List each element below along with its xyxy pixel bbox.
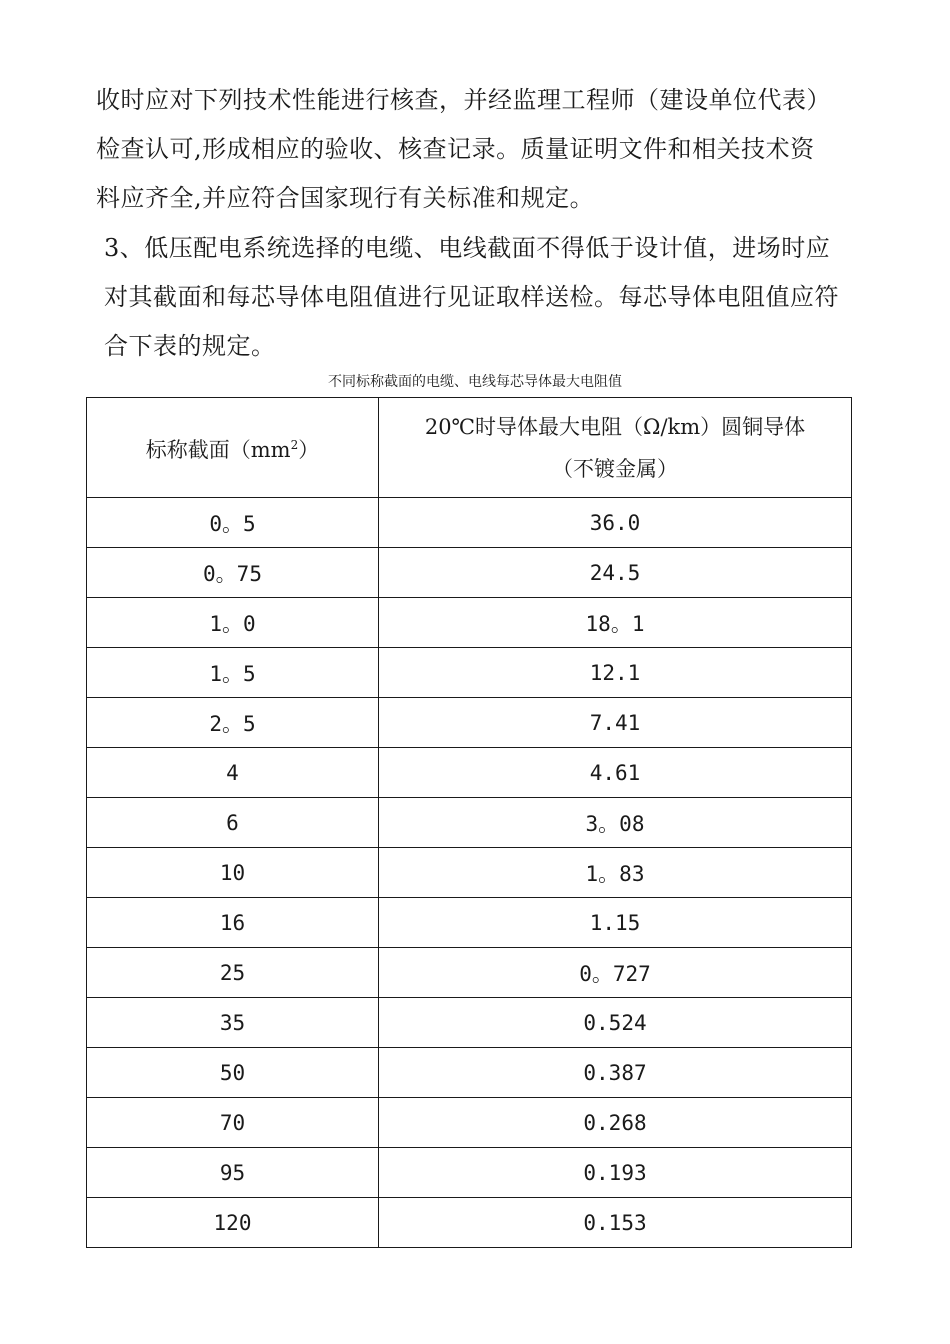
table-row [87, 948, 852, 998]
header-resistance-line1: 20℃时导体最大电阻（Ω/km）圆铜导体 [424, 414, 806, 439]
cell-nominal-section: 35 [87, 998, 379, 1048]
table-row [87, 498, 852, 548]
cell-nominal-section: 120 [87, 1198, 379, 1248]
cell-nominal-section: 70 [87, 1098, 379, 1148]
table-row [87, 1198, 852, 1248]
cell-max-resistance: 1。83 [379, 848, 852, 898]
table-row [87, 648, 852, 698]
cell-nominal-section: 2。5 [87, 698, 379, 748]
cell-nominal-section: 95 [87, 1148, 379, 1198]
paragraph-line: 收时应对下列技术性能进行核查，并经监理工程师（建设单位代表） [96, 86, 831, 114]
cell-max-resistance: 0.387 [379, 1048, 852, 1098]
header-section-superscript: 2 [290, 438, 299, 452]
table-row [87, 898, 852, 948]
table-row [87, 1148, 852, 1198]
header-nominal-section [87, 398, 379, 498]
cell-max-resistance: 12.1 [379, 648, 852, 698]
cell-max-resistance: 1.15 [379, 898, 852, 948]
cell-nominal-section: 50 [87, 1048, 379, 1098]
cell-nominal-section: 10 [87, 848, 379, 898]
cell-max-resistance: 7.41 [379, 698, 852, 748]
cell-max-resistance: 3。08 [379, 798, 852, 848]
table-body [87, 498, 852, 1248]
header-section-suffix: ） [298, 438, 320, 462]
cell-nominal-section: 25 [87, 948, 379, 998]
table-row [87, 848, 852, 898]
cell-max-resistance: 0。727 [379, 948, 852, 998]
paragraph-line: 合下表的规定。 [104, 332, 276, 360]
table-row [87, 748, 852, 798]
header-max-resistance [379, 398, 852, 498]
cell-nominal-section: 16 [87, 898, 379, 948]
cell-nominal-section: 1。5 [87, 648, 379, 698]
cell-max-resistance: 18。1 [379, 598, 852, 648]
cell-nominal-section: 1。0 [87, 598, 379, 648]
table-row [87, 598, 852, 648]
paragraph-line: 料应齐全,并应符合国家现行有关标准和规定。 [96, 184, 595, 212]
cell-max-resistance: 4.61 [379, 748, 852, 798]
cell-max-resistance: 24.5 [379, 548, 852, 598]
header-section-prefix: 标称截面（mm [145, 438, 291, 462]
table-row [87, 798, 852, 848]
table-row [87, 698, 852, 748]
paragraph-line: 3、低压配电系统选择的电缆、电线截面不得低于设计值，进场时应 [104, 234, 831, 262]
table-caption: 不同标称截面的电缆、电线每芯导体最大电阻值 [328, 374, 622, 390]
cell-max-resistance: 0.153 [379, 1198, 852, 1248]
cell-max-resistance: 0.193 [379, 1148, 852, 1198]
cell-nominal-section: 4 [87, 748, 379, 798]
paragraph-cable-section [104, 224, 884, 371]
resistance-table [86, 397, 852, 1248]
paragraph-inspection [96, 76, 876, 223]
cell-nominal-section: 6 [87, 798, 379, 848]
paragraph-line: 检查认可,形成相应的验收、核查记录。质量证明文件和相关技术资 [96, 135, 815, 163]
header-resistance-line2: （不镀金属） [552, 456, 678, 481]
paragraph-line: 对其截面和每芯导体电阻值进行见证取样送检。每芯导体电阻值应符 [104, 283, 839, 311]
table-row [87, 548, 852, 598]
cell-nominal-section: 0。75 [87, 548, 379, 598]
table-row [87, 1048, 852, 1098]
cell-max-resistance: 0.524 [379, 998, 852, 1048]
table-row [87, 1098, 852, 1148]
table-header-row [87, 398, 852, 498]
cell-max-resistance: 0.268 [379, 1098, 852, 1148]
cell-nominal-section: 0。5 [87, 498, 379, 548]
table-row [87, 998, 852, 1048]
cell-max-resistance: 36.0 [379, 498, 852, 548]
